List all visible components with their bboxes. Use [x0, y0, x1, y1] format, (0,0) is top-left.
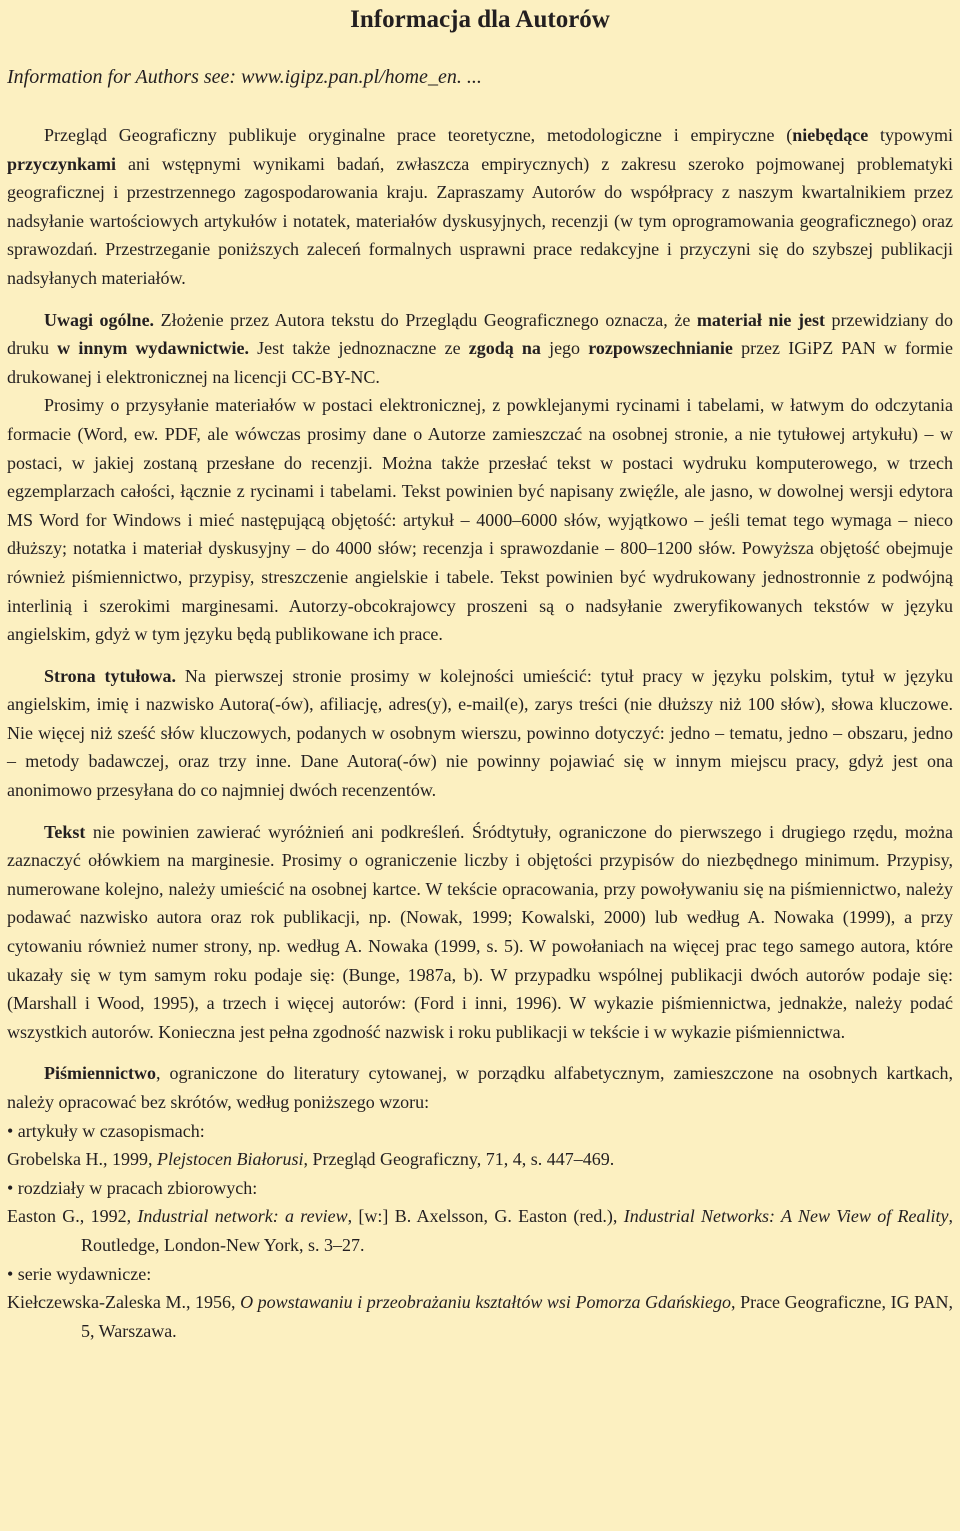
- general-text-4: jego: [540, 338, 589, 359]
- intro-paragraph: [7, 121, 953, 293]
- general-text-5: przez IGiPZ PAN w formie drukowanej i elektronicznej na licencji CC-BY-NC.: [7, 338, 954, 387]
- general-bold-4: rozpowszechnianie: [588, 338, 733, 359]
- ref3-series: , Prace Geograficzne, IG PAN, 5, Warszawa.: [81, 1292, 953, 1341]
- text-section-text: nie powinien zawierać wyróżnień ani podkreśleń. Śródtytuły, ograniczone do pierwszego i drugiego rzędu, można zaznaczyć ołówkiem na marginesie. Prosimy o ograniczenie liczby i objętości przypisów do niezbędnego minimum. Przypisy, numerowane kolejno, należy umieścić na osobnej kartce. W tekście opracowania, przy powoływaniu się na piśmiennictwo, należy podawać nazwisko autora oraz rok publikacji, np. (Nowak, 1999; Kowalski, 2000) lub według A. Nowaka (1999), a przy cytowaniu również numer strony, np. według A. Nowaka (1999, s. 5). W powołaniach na więcej prac tego samego autora, które ukazały się w tym samym roku podaje się: (Bunge, 1987a, b). W przypadku wspólnej publikacji dwóch autorów podaje się: (Marshall i Wood, 1995), a trzech i więcej autorów: (Ford i inni, 1996). W wykazie piśmiennictwa, jednakże, należy podać wszystkich autorów. Konieczna jest pełna zgodność nazwisk i roku publikacji w tekście i w wykazie piśmiennictwa.: [7, 821, 953, 1042]
- references-heading: Piśmiennictwo: [44, 1063, 156, 1084]
- ref2-title: Industrial network: a review: [137, 1206, 348, 1227]
- title-page-heading: Strona tytułowa.: [44, 665, 177, 686]
- references-paragraph: [7, 1059, 953, 1116]
- intro-text-2: typowymi: [868, 125, 953, 145]
- ref3-author: Kiełczewska-Zaleska M., 1956,: [7, 1292, 241, 1313]
- ref3-title: O powstawaniu i przeobrażaniu kształtów wsi Pomorza Gdańskiego: [240, 1292, 732, 1313]
- intro-bold-2: przyczynkami: [7, 153, 116, 174]
- title-page-paragraph: [7, 662, 953, 805]
- reference-example-3: [7, 1288, 953, 1345]
- text-section-paragraph: [7, 818, 953, 1047]
- bullet-journal-articles: • artykuły w czasopismach:: [7, 1120, 205, 1141]
- ref2-book-title: Industrial Networks: A New View of Reality: [623, 1206, 949, 1227]
- references-text: , ograniczone do literatury cytowanej, w porządku alfabetycznym, zamieszczone na osobnych kartkach, należy opracować bez skrótów, według poniższego wzoru:: [7, 1063, 953, 1112]
- page-title: Informacja dla Autorów: [350, 6, 610, 33]
- general-remarks-heading: Uwagi ogólne.: [44, 309, 155, 330]
- intro-text-3: ani wstępnymi wynikami badań, zwłaszcza empirycznych) z zakresu szeroko pojmowanej problematyki geograficznej i przestrzennego zagospodarowania kraju. Zapraszamy Autorów do współpracy z naszym kwartalnikiem przez nadsyłanie wartościowych artykułów i notatek, materiałów dyskusyjnych, recenzji (w tym oprogramowania geograficznego) oraz sprawozdań. Przestrzeganie poniższych zaleceń formalnych usprawni prace redakcyjne i przyczyni się do szybszej publikacji nadsyłanych materiałów.: [7, 153, 953, 288]
- ref2-editors: , [w:] B. Axelsson, G. Easton (red.),: [347, 1206, 624, 1227]
- general-text-3: Jest także jednoznaczne ze: [249, 338, 469, 359]
- general-text-2: przewidziany do druku: [7, 309, 954, 359]
- general-bold-1: materiał nie jest: [696, 309, 825, 330]
- submission-paragraph: Prosimy o przysyłanie materiałów w postaci elektronicznej, z powklejanymi rycinami i tabelami, w łatwym do odczytania formacie (Word, ew. PDF, ale wówczas prosimy dane o Autorze zamieszczać na osobnej stronie, a nie tytułowej artykułu) – w postaci, w jakiej zostaną przesłane do recenzji. Można także przesłać tekst w postaci wydruku komputerowego, w trzech egzemplarzach całości, łącznie z rycinami i tabelami. Tekst powinien być napisany zwięźle, ale jasno, w dowolnej wersji edytora MS Word for Windows i mieć następującą objętość: artykuł – 4000–6000 słów, wyjątkowo – jeśli temat tego wymaga – nieco dłuższy; notatka i materiał dyskusyjny – do 4000 słów; recenzja i sprawozdanie – 800–1200 słów. Powyższa objętość obejmuje również piśmiennictwo, przypisy, streszczenie angielskie i tabele. Tekst powinien być wydrukowany jednostronnie z podwójną interlinią i szerokimi marginesami. Autorzy-obcokrajowcy proszeni są o nadsyłanie zweryfikowanych tekstów w języku angielskim, gdyż w tym języku będą publikowane ich prace.: [7, 395, 953, 645]
- ref1-source: , Przegląd Geograficzny, 71, 4, s. 447–469.: [303, 1149, 615, 1170]
- english-info-link[interactable]: Information for Authors see: www.igipz.pan.pl/home_en. ...: [7, 66, 482, 88]
- general-bold-3: zgodą na: [468, 338, 541, 359]
- ref2-author: Easton G., 1992,: [7, 1206, 138, 1227]
- bullet-book-chapters: • rozdziały w pracach zbiorowych:: [7, 1177, 258, 1198]
- intro-bold-1: niebędące: [792, 125, 869, 145]
- bullet-series: • serie wydawnicze:: [7, 1263, 152, 1284]
- ref1-author: Grobelska H., 1999,: [7, 1149, 157, 1170]
- intro-text-1: Przegląd Geograficzny publikuje oryginalne prace teoretyczne, metodologiczne i empiryczne (: [44, 125, 793, 145]
- general-text-1: Złożenie przez Autora tekstu do Przeglądu Geograficznego oznacza, że: [154, 309, 697, 330]
- ref1-title: Plejstocen Białorusi: [156, 1149, 304, 1170]
- general-remarks-paragraph: [7, 306, 953, 392]
- reference-example-1: [7, 1145, 953, 1174]
- ref2-publisher: , Routledge, London-New York, s. 3–27.: [81, 1206, 953, 1255]
- general-bold-2: w innym wydawnictwie.: [57, 338, 250, 359]
- reference-example-2: [7, 1202, 953, 1259]
- text-section-heading: Tekst: [44, 821, 86, 842]
- title-page-text: Na pierwszej stronie prosimy w kolejności umieścić: tytuł pracy w języku polskim, tytuł w języku angielskim, imię i nazwisko Autora(-ów), afiliację, adres(y), e-mail(e), zarys treści (nie dłuższy niż 100 słów), słowa kluczowe. Nie więcej niż sześć słów kluczowych, podanych w osobnym wierszu, powinno dotyczyć: jedno – tematu, jedno – obszaru, jedno – metody badawczej, oraz trzy inne. Dane Autora(-ów) nie powinny pojawiać się w innym miejscu pracy, gdyż jest ona anonimowo przesyłana do co najmniej dwóch recenzentów.: [7, 665, 953, 801]
